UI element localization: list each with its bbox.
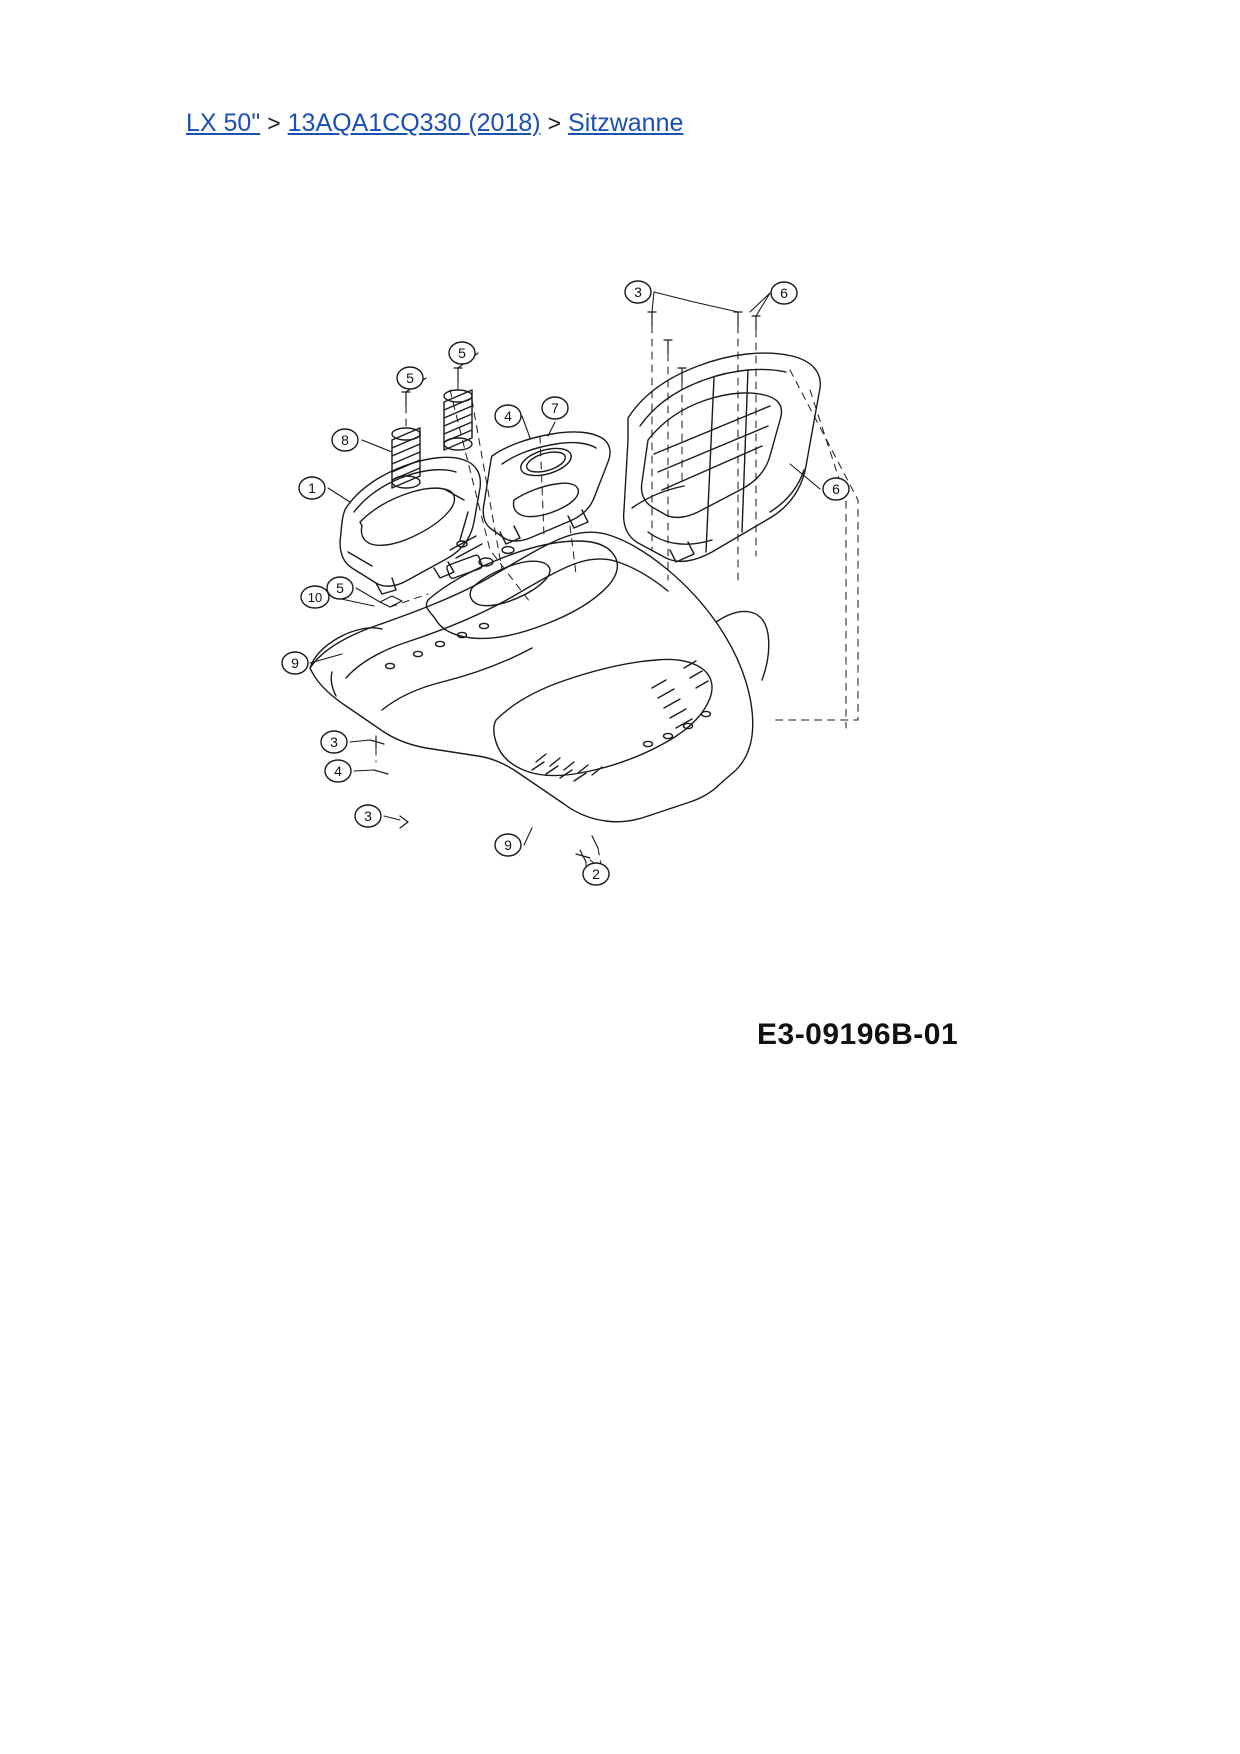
breadcrumb-separator-2: > xyxy=(547,110,562,136)
callout-7 xyxy=(542,397,568,419)
callout-3b xyxy=(355,805,381,827)
breadcrumb-link-serial[interactable]: 13AQA1CQ330 (2018) xyxy=(287,109,541,137)
callout-6a xyxy=(771,282,797,304)
part-spring-left xyxy=(392,428,420,488)
svg-text:3: 3 xyxy=(364,808,372,824)
drawing-number: E3-09196B-01 xyxy=(757,1018,959,1051)
callout-1 xyxy=(299,477,325,499)
svg-text:2: 2 xyxy=(592,866,600,882)
fasteners xyxy=(370,312,760,862)
callout-9a xyxy=(282,652,308,674)
callout-9b xyxy=(495,834,521,856)
breadcrumb-link-section[interactable]: Sitzwanne xyxy=(568,109,684,137)
svg-text:6: 6 xyxy=(832,481,840,497)
callout-3a xyxy=(321,731,347,753)
svg-text:4: 4 xyxy=(504,408,512,424)
svg-text:3: 3 xyxy=(330,734,338,750)
part-console xyxy=(483,432,610,544)
svg-text:8: 8 xyxy=(341,432,349,448)
svg-text:6: 6 xyxy=(780,285,788,301)
part-seat-back-shell xyxy=(624,353,821,562)
callout-6b xyxy=(823,478,849,500)
svg-text:9: 9 xyxy=(291,655,299,671)
callout-4b xyxy=(495,405,521,427)
svg-text:1: 1 xyxy=(308,480,316,496)
callout-5a xyxy=(397,367,423,389)
part-backrest xyxy=(340,457,480,594)
callout-5c xyxy=(327,577,353,599)
callout-leaders xyxy=(307,292,820,874)
svg-text:9: 9 xyxy=(504,837,512,853)
diagram-svg xyxy=(250,250,970,970)
callout-10 xyxy=(301,586,329,608)
svg-text:5: 5 xyxy=(336,580,344,596)
svg-text:10: 10 xyxy=(307,590,323,605)
callout-bubbles xyxy=(282,281,849,885)
callout-3c xyxy=(625,281,651,303)
breadcrumb-link-model[interactable]: LX 50" xyxy=(186,109,261,137)
callout-8 xyxy=(332,429,358,451)
exploded-view-diagram xyxy=(250,250,970,970)
svg-text:5: 5 xyxy=(458,345,466,361)
breadcrumb xyxy=(186,108,683,138)
svg-text:7: 7 xyxy=(551,400,559,416)
breadcrumb-separator-1: > xyxy=(267,110,281,136)
svg-text:4: 4 xyxy=(334,763,342,779)
svg-text:3: 3 xyxy=(634,284,642,300)
callout-5b xyxy=(449,342,475,364)
part-seat-pan xyxy=(307,532,769,822)
callout-2 xyxy=(583,863,609,885)
svg-text:5: 5 xyxy=(406,370,414,386)
callout-4a xyxy=(325,760,351,782)
